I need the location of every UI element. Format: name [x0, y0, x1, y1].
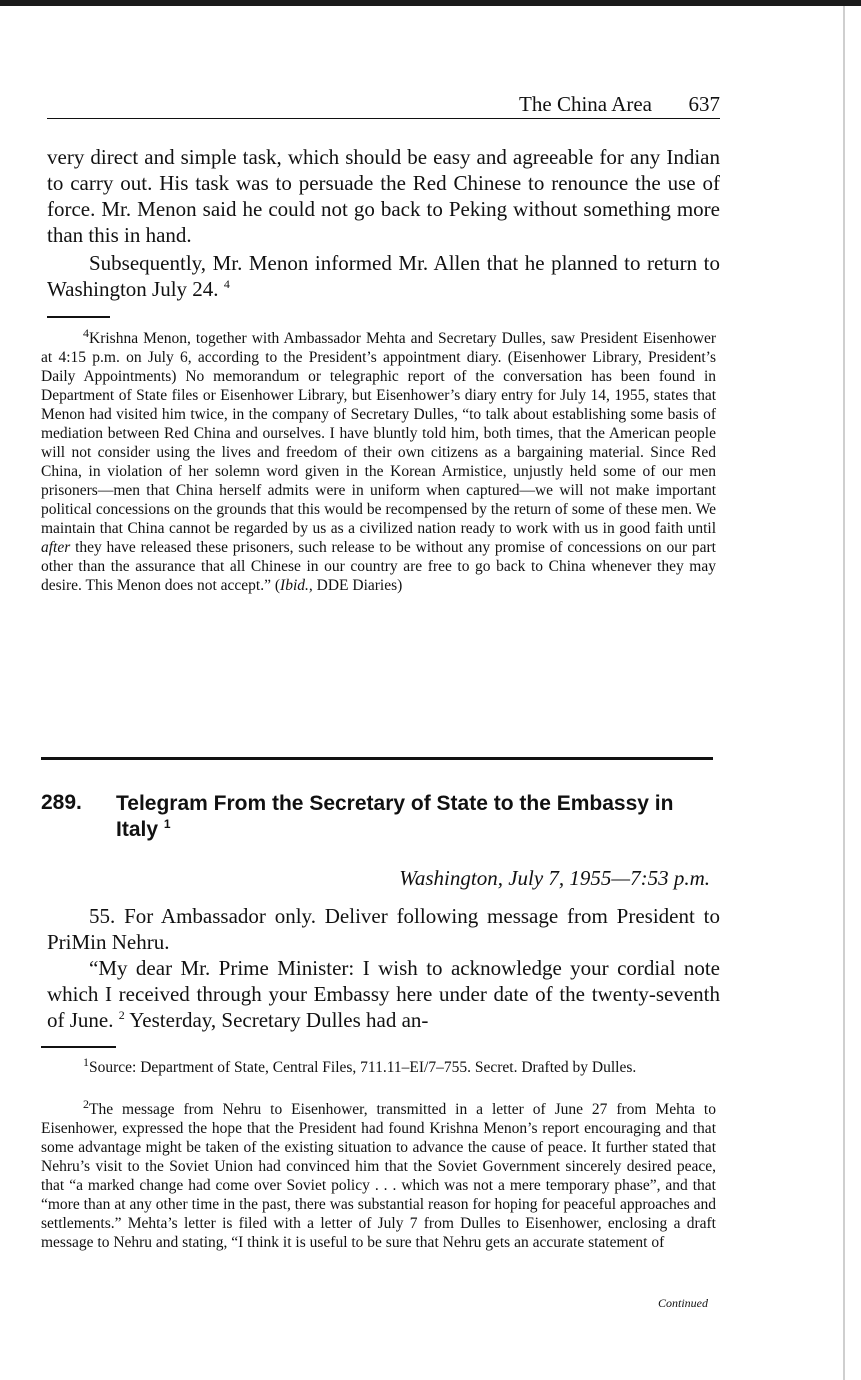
telegram-paragraph-1: 55. For Ambassador only. Deliver following message from President to PriMin Nehru. [47, 904, 720, 954]
running-header [47, 90, 720, 119]
footnote-ref-2[interactable]: 2 [118, 1008, 125, 1022]
scan-top-edge [0, 0, 861, 6]
footnote-4: $^4$Krishna Menon, together with Ambassador Mehta and Secretary Dulles, saw President Eisenhower at 4:15 p.m. on July 6, according to the President’s appointment diary. (Eisenhower Library, President’s Daily Appointments) No memorandum or telegraphic report of the conversation has been found in Department of State files or Eisenhower Library, but Eisenhower’s diary entry for July 14, 1955, states that Menon had visited him twice, in the company of Secretary Dulles, “to talk about establishing some basis of mediation between Red China and ourselves. I have bluntly told him, both times, that the American people will not consider using the lives and freedom of their own citizens as a bargaining material. Since Red China, in violation of her solemn word given in the Korean Armistice, unjustly held some of our men prisoners—men that China herself admits were in uniform when captured—we will not make important political concessions on the grounds that this would be recompensed by the return of some of these men. We maintain that China cannot be regarded by us as a civilized nation ready to work with us in good faith until after they have released these prisoners, such release to be without any promise of concessions on our part other than the assurance that all Chinese in our country are free to go back to China whenever they may desire. This Menon does not accept.” (Ibid., DDE Diaries) [41, 325, 716, 594]
footnote-marker-1: 1 [83, 1054, 89, 1069]
running-head-title: The China Area [519, 92, 652, 116]
document-title: Telegram From the Secretary of State to the Embassy in Italy $^1$ [116, 792, 674, 841]
section-divider [41, 757, 713, 760]
page-number: 637 [688, 92, 720, 116]
telegram-paragraph-2: “My dear Mr. Prime Minister: I wish to acknowledge your cordial note which I received through your Embassy here under date of the twenty-seventh of June. $^2$ Yesterday, Secretary Dulles had an- [47, 956, 720, 1032]
document-number: 289. [41, 791, 82, 814]
footnote-1: $^1$Source: Department of State, Central Files, 711.11–EI/7–755. Secret. Drafted by Dulles. [83, 1054, 637, 1076]
continued-note: Continued [658, 1296, 708, 1310]
footnote-ref-4[interactable]: 4 [223, 277, 230, 291]
footnote-marker-2: 2 [83, 1096, 89, 1111]
footnote-2: $^2$The message from Nehru to Eisenhower, transmitted in a letter of June 27 from Mehta to Eisenhower, expressed the hope that the President had found Krishna Menon’s report encouraging and that some advantage might be taken of the existing situation to advance the cause of peace. It further stated that Nehru’s visit to the Soviet Union had convinced him that the Soviet Government sincerely desired peace, that “a marked change had come over Soviet policy . . . which was not a mere temporary phase”, and that “more than at any other time in the past, there was substantial reason for hoping for peaceful approaches and settlements.” Mehta’s letter is filed with a letter of July 7 from Dulles to Eisenhower, enclosing a draft message to Nehru and stating, “I think it is useful to be sure that Nehru gets an accurate statement of [41, 1096, 716, 1251]
footnote-marker-4: 4 [83, 325, 89, 340]
body-paragraph-1: very direct and simple task, which should be easy and agreeable for any Indian to carry out. His task was to persuade the Red Chinese to renounce the use of force. Mr. Menon said he could not go back to Peking without something more than this in hand. [47, 145, 720, 247]
body-paragraph-2: Subsequently, Mr. Menon informed Mr. Allen that he planned to return to Washington July 24. $^4$ [47, 251, 720, 301]
footnote-ref-1[interactable]: 1 [163, 817, 171, 831]
dateline: Washington, July 7, 1955—7:53 p.m. [399, 866, 710, 890]
footnote-divider-2 [41, 1046, 116, 1048]
scan-right-edge [843, 6, 845, 1380]
footnote-divider [47, 316, 110, 318]
